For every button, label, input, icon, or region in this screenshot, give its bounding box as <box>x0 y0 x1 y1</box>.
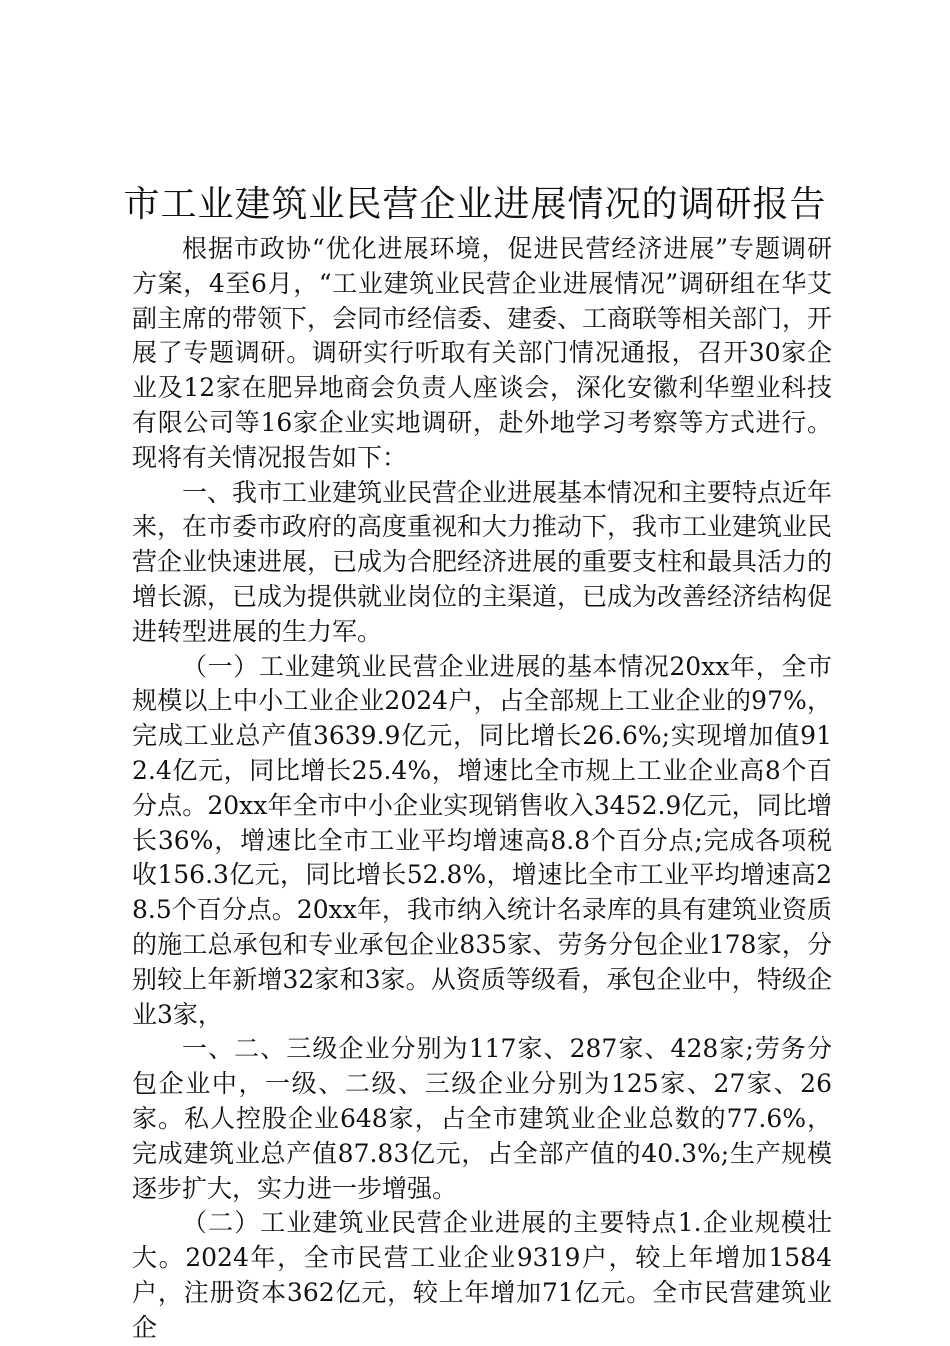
paragraph-basic-situation: （一）工业建筑业民营企业进展的基本情况20xx年，全市规模以上中小工业企业2024户，占全部规上工业企业的97%，完成工业总产值3639.9亿元，同比增长26.6%;实现增加值912.4亿元，同比增长25.4%，增速比全市规上工业企业高8个百分点。20xx年全市中小企业实现销售收入3452.9亿元，同比增长36%，增速比全市工业平均增速高8.8个百分点;完成各项税收156.3亿元，同比增长52.8%，增速比全市工业平均增速高28.5个百分点。20xx年，我市纳入统计名录库的具有建筑业资质的施工总承包和专业承包企业835家、劳务分包企业178家，分别较上年新增32家和3家。从资质等级看，承包企业中，特级企业3家， <box>132 651 832 1029</box>
paragraph-main-features: （二）工业建筑业民营企业进展的主要特点1.企业规模壮大。2024年，全市民营工业企业9319户，较上年增加1584户，注册资本362亿元，较上年增加71亿元。全市民营建筑业企 <box>132 1208 832 1342</box>
paragraph-section-1: 一、我市工业建筑业民营企业进展基本情况和主要特点近年来，在市委市政府的高度重视和大力推动下，我市工业建筑业民营企业快速进展，已成为合肥经济进展的重要支柱和最具活力的增长源，已成为提供就业岗位的主渠道，已成为改善经济结构促进转型进展的生力军。 <box>132 477 833 646</box>
paragraph-intro: 根据市政协“优化进展环境，促进民营经济进展”专题调研方案，4至6月，“工业建筑业民营企业进展情况”调研组在华艾副主席的带领下，会同市经信委、建委、工商联等相关部门，开展了专题调研。调研实行听取有关部门情况通报，召开30家企业及12家在肥异地商会负责人座谈会，深化安徽利华塑业科技有限公司等16家企业实地调研，赴外地学习考察等方式进行。现将有关情况报告如下： <box>132 234 833 472</box>
paragraph-enterprise-levels: 一、二、三级企业分别为117家、287家、428家;劳务分包企业中，一级、二级、三级企业分别为125家、27家、26家。私人控股企业648家，占全市建筑业企业总数的77.6%，完成建筑业总产值87.83亿元，占全部产值的40.3%;生产规模逐步扩大，实力进一步增强。 <box>132 1034 832 1203</box>
document-body <box>132 232 832 1346</box>
document-title: 市工业建筑业民营企业进展情况的调研报告 <box>123 184 827 225</box>
